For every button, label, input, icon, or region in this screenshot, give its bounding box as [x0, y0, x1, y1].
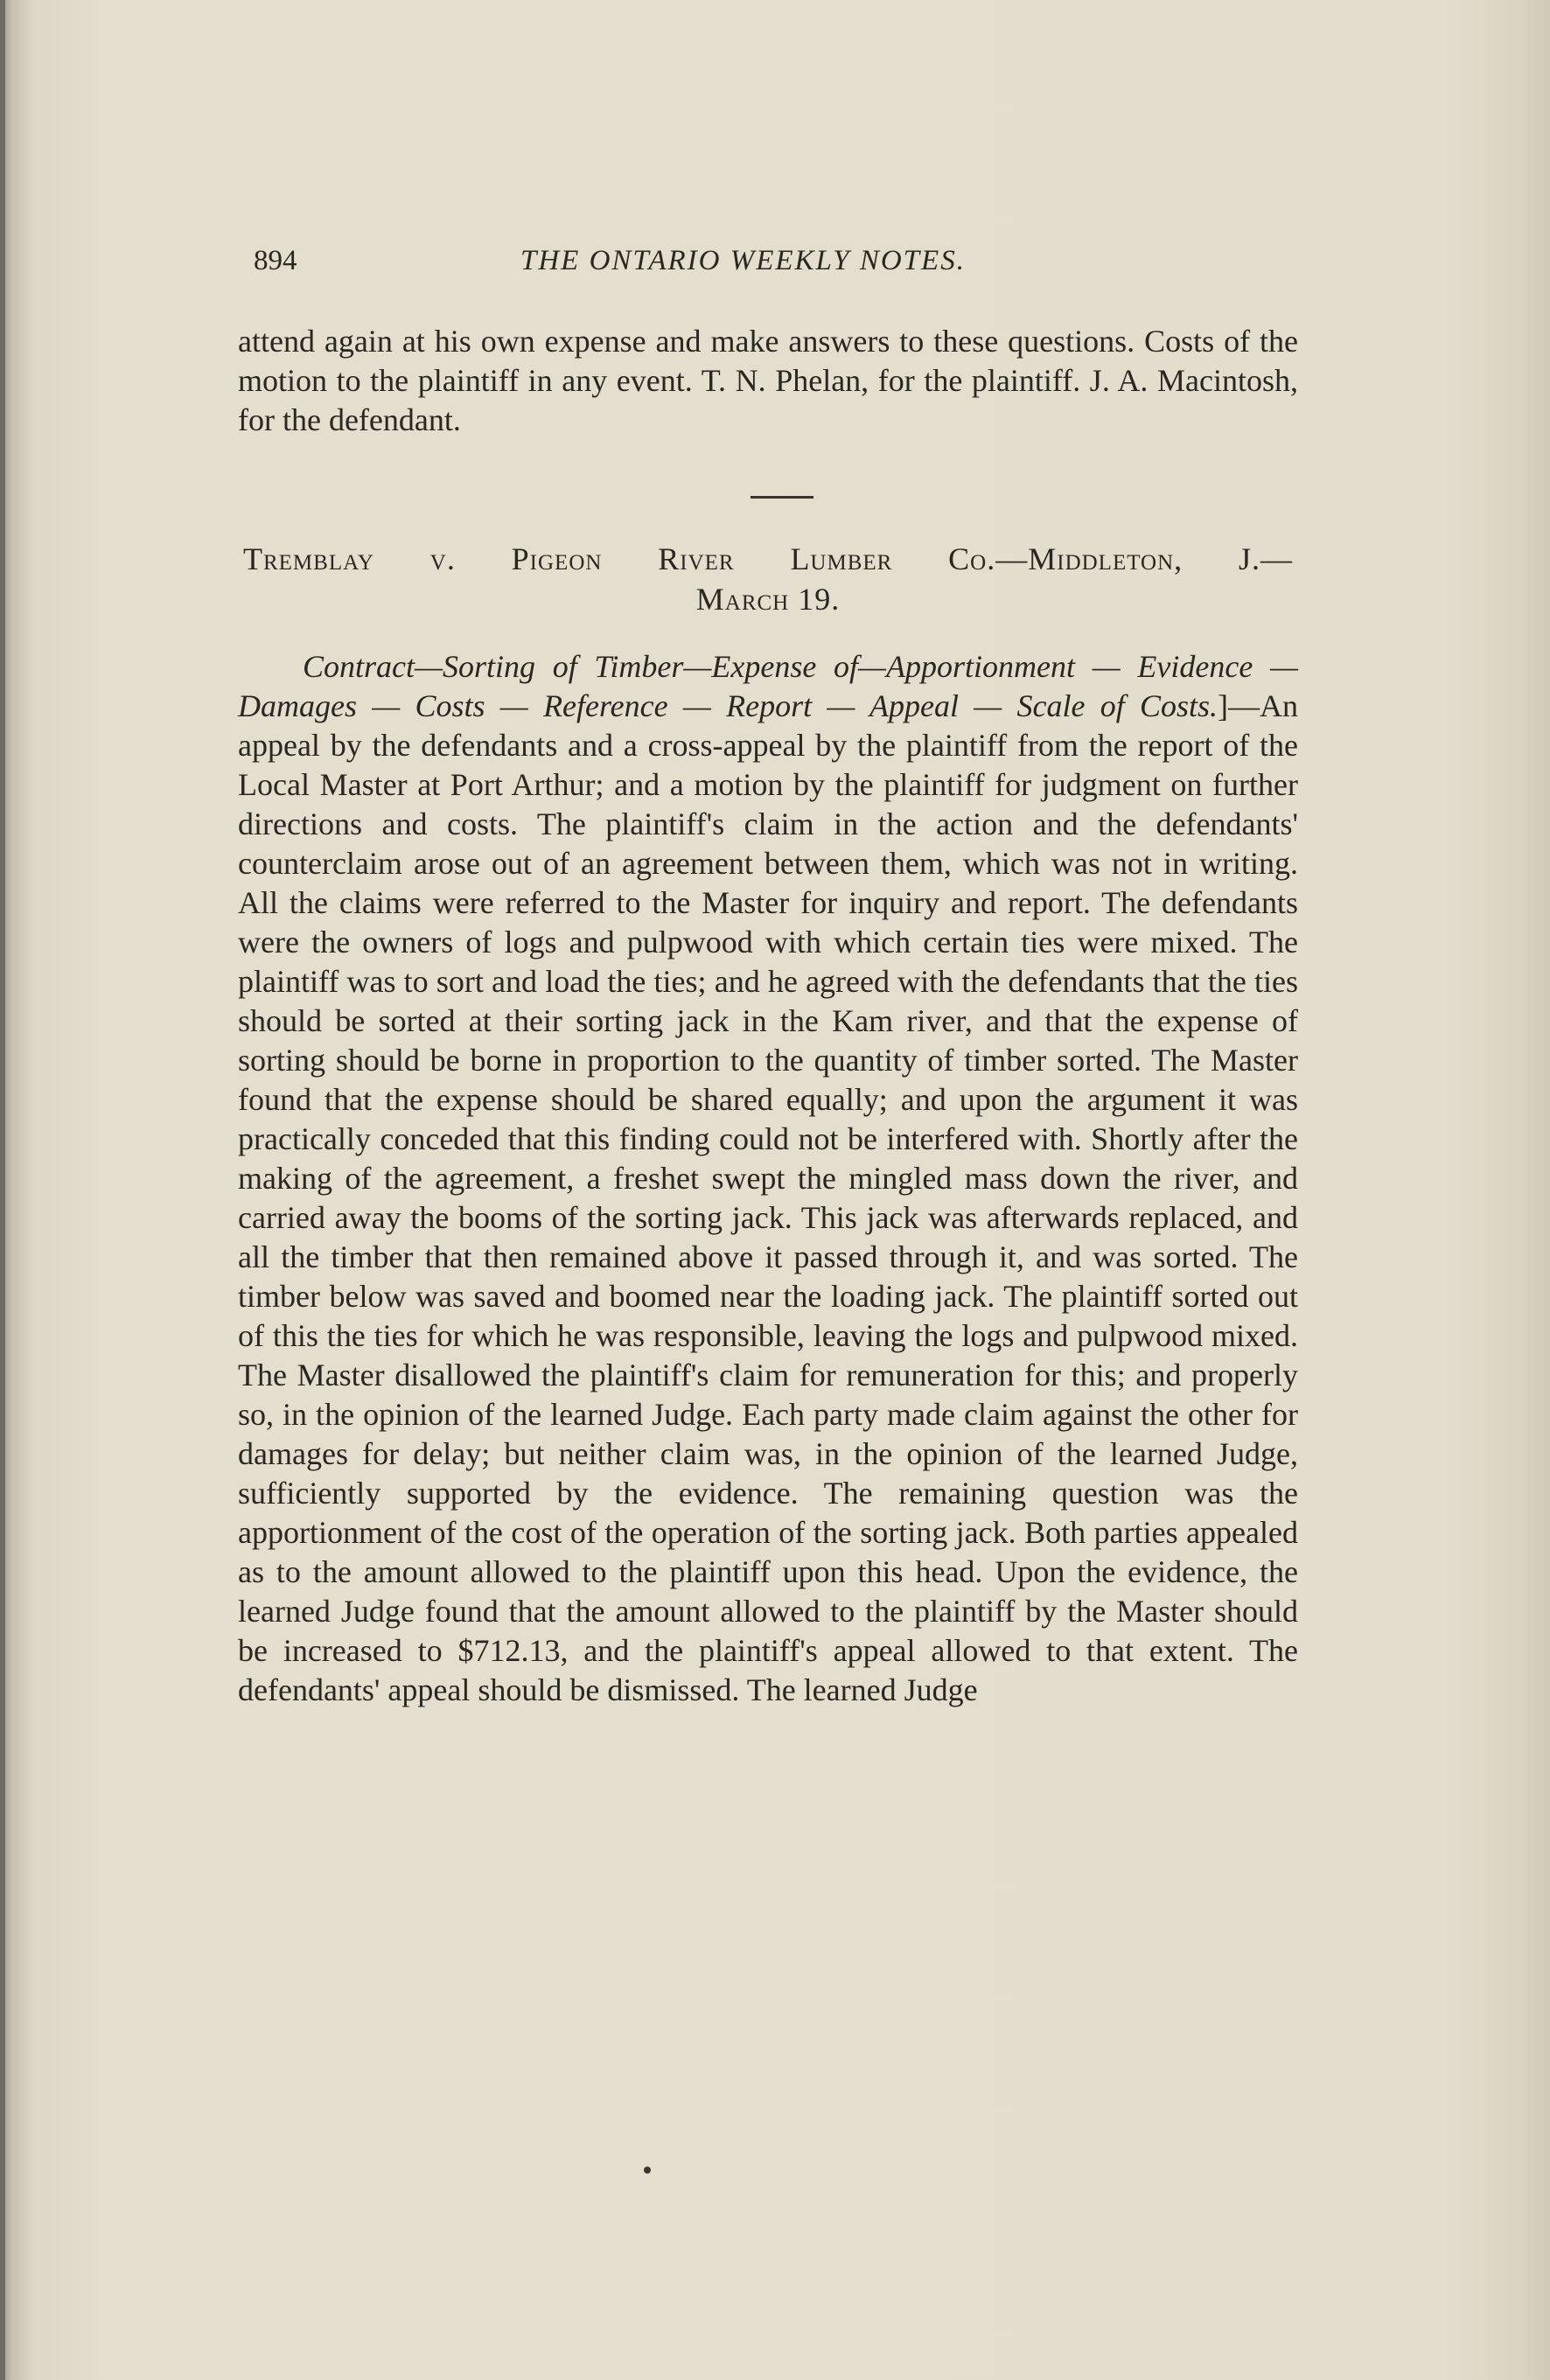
case-heading [243, 539, 1293, 619]
page-mark [644, 2167, 651, 2174]
section-rule [751, 496, 813, 499]
continuation-paragraph: attend again at his own expense and make answers to these questions. Costs of the motion to the plaintiff in any event. T. N. Phelan, for the plaintiff. J. A. Macintosh, for the defendant. [238, 324, 1298, 437]
page-number: 894 [254, 245, 297, 276]
running-head [254, 245, 1303, 289]
case-title: Tremblay v. Pigeon River Lumber Co.—Middleton, J.— [243, 541, 1293, 576]
binding-gutter [0, 0, 5, 2380]
headnote-text: ]—An appeal by the defendants and a cross-appeal by the plaintiff from the report of the Local Master at Port Arthur; and a motion by the plaintiff for judgment on further directions and costs. The plaintiff's claim in the action and the defendants' counterclaim arose out of an agreement between them, which was not in writing. All the claims were referred to the Master for inquiry and report. The defendants were the owners of logs and pulpwood with which certain ties were mixed. The plaintiff was to sort and load the ties; and he agreed with the defendants that the ties should be sorted at their sorting jack in the Kam river, and that the expense of sorting should be borne in proportion to the quantity of timber sorted. The Master found that the expense should be shared equally; and upon the argument it was practically conceded that this finding could not be interfered with. Shortly after the making of the agreement, a freshet swept the mingled mass down the river, and carried away the booms of the sorting jack. This jack was afterwards replaced, and all the timber that then remained above it passed through it, and was sorted. The timber below was saved and boomed near the loading jack. The plaintiff sorted out of this the ties for which he was responsible, leaving the logs and pulpwood mixed. The Master disallowed the plaintiff's claim for remuneration for this; and properly so, in the opinion of the learned Judge. Each party made claim against the other for damages for delay; but neither claim was, in the opinion of the learned Judge, sufficiently supported by the evidence. The remaining question was the apportionment of the cost of the operation of the sorting jack. Both parties appealed as to the amount allowed to the plaintiff upon this head. Upon the evidence, the learned Judge found that the amount allowed to the plaintiff by the Master should be increased to $712.13, and the plaintiff's appeal allowed to that extent. The defendants' appeal should be dismissed. The learned Judge [238, 688, 1298, 1707]
journal-title: THE ONTARIO WEEKLY NOTES. [520, 245, 966, 276]
catchwords: Contract—Sorting of Timber—Expense of—Apportionment — Evidence — Damages — Costs — Reference — Report — Appeal — Scale of Costs. [238, 649, 1298, 723]
case-date: March 19. [695, 582, 841, 617]
headnote-paragraph [238, 647, 1298, 1710]
